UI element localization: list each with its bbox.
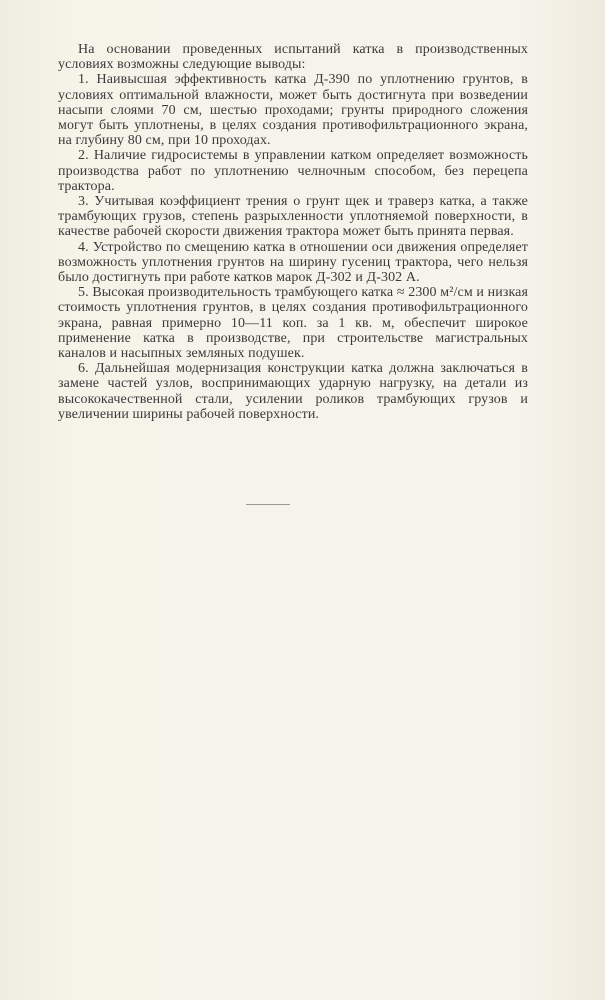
conclusion-4: 4. Устройство по смещению катка в отношении оси движения определяет возможность уплотнения грунтов на ширину гусениц трактора, чего нельзя было достигнуть при работе катков марок Д-302 и Д-302 А. bbox=[58, 239, 528, 286]
conclusion-6: 6. Дальнейшая модернизация конструкции катка должна заключаться в замене частей узлов, воспринимающих ударную нагрузку, на детали из высококачественной стали, усилении роликов трамбующих грузов и увеличении ширины рабочей поверхности. bbox=[58, 361, 528, 422]
conclusion-3: 3. Учитывая коэффициент трения о грунт щек и траверз катка, а также трамбующих грузов, степень разрыхленности уплотняемой поверхности, в качестве рабочей скорости движения трактора может быть принята первая. bbox=[58, 194, 528, 240]
conclusion-1: 1. Наивысшая эффективность катка Д-390 по уплотнению грунтов, в условиях оптимальной влажности, может быть достигнута при возведении насыпи слоями 70 см, шестью проходами; грунты природного сложения могут быть уплотнены, в целях создания противофильтрационного экрана, на глубину 80 см, при 10 проходах. bbox=[58, 72, 528, 149]
conclusion-5: 5. Высокая производительность трамбующего катка ≈ 2300 м²/см и низкая стоимость уплотнения грунтов, в целях создания противофильтрационного экрана, равная примерно 10—11 коп. за 1 кв. м, обеспечит широкое применение катка в производстве, при строительстве магистральных каналов и насыпных земляных подушек. bbox=[58, 285, 528, 362]
body-text bbox=[58, 42, 528, 422]
end-divider bbox=[246, 504, 290, 505]
conclusion-2: 2. Наличие гидросистемы в управлении катком определяет возможность производства работ по уплотнению челночным способом, без перецепа трактора. bbox=[58, 148, 528, 194]
intro-paragraph: На основании проведенных испытаний катка в производственных условиях возможны следующие выводы: bbox=[58, 42, 528, 73]
